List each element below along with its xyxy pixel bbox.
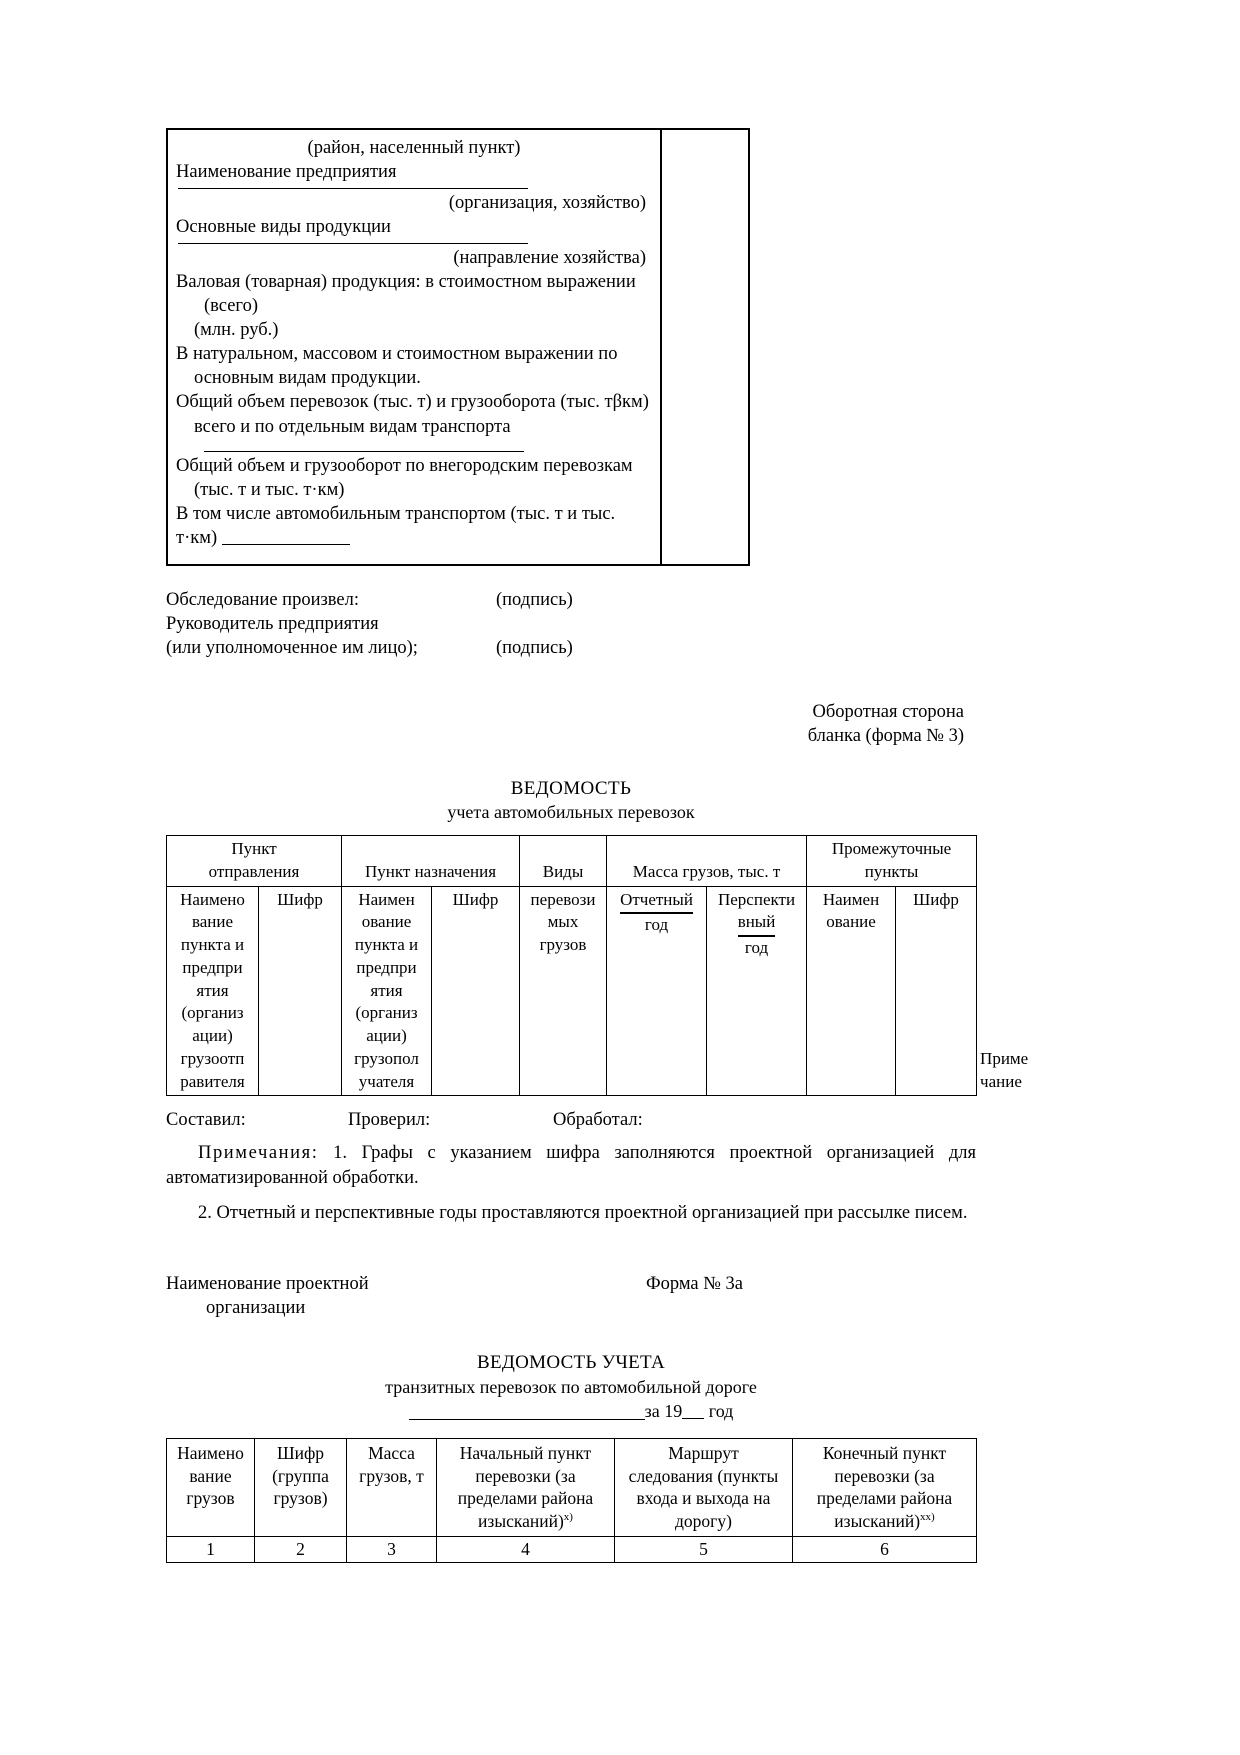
t3-h1-l2: вание xyxy=(189,1465,232,1486)
header-departure-line2: отправления xyxy=(208,861,300,881)
notes-label: Примечания: xyxy=(198,1143,319,1164)
head-label-line1: Руководитель предприятия xyxy=(166,613,379,634)
notes-paragraph-1 xyxy=(166,1141,976,1191)
subheader-kinds-of-cargo: перевози мых грузов xyxy=(520,886,607,1096)
t3-header-route xyxy=(615,1438,793,1536)
t3-header-code-group xyxy=(255,1438,347,1536)
main-products-label: Основные виды продукции xyxy=(176,217,391,238)
t3-h5-l1: Маршрут xyxy=(668,1442,739,1463)
vedomost-title: ВЕДОМОСТЬ xyxy=(510,777,632,799)
subheader-perspective-year xyxy=(707,886,807,1096)
form3a-title: ВЕДОМОСТЬ УЧЕТА xyxy=(476,1351,666,1373)
t3-header-cargo-name xyxy=(167,1438,255,1536)
t3-h3-l1: Масса xyxy=(368,1442,415,1463)
survey-signature-caption: (подпись) xyxy=(496,589,573,610)
reverse-side-line2: бланка (форма № 3) xyxy=(807,725,964,746)
signature-block xyxy=(166,588,976,660)
t3-h2-l2: (группа xyxy=(272,1465,329,1486)
enterprise-form-left-column xyxy=(168,130,660,564)
t3-num-5: 5 xyxy=(615,1536,793,1562)
year-blank xyxy=(682,1405,704,1419)
head-label-row xyxy=(166,612,976,636)
t3-h5-l2: следования (пункты xyxy=(628,1465,779,1486)
t3-h5-l4: дорогу) xyxy=(675,1511,732,1531)
t3-h1-l3: грузов xyxy=(186,1488,235,1509)
page-content xyxy=(166,128,1029,1563)
t3-num-2: 2 xyxy=(255,1536,347,1562)
processed-label: Обработал: xyxy=(553,1110,643,1131)
t3-num-4: 4 xyxy=(437,1536,615,1562)
form-number-label: Форма № 3а xyxy=(646,1273,743,1294)
table2-header-row-1: Пункт отправления Пункт назначения Виды Масса грузов, тыс. т Промежуточные пункты Приме чание xyxy=(167,835,977,886)
enterprise-form-box xyxy=(166,128,750,566)
design-org-label-line1: Наименование проектной xyxy=(166,1273,369,1294)
enterprise-name-blank xyxy=(178,188,528,189)
compiled-checked-processed-row xyxy=(166,1110,976,1131)
main-products-blank xyxy=(178,243,528,244)
t3-h4-l4-text: изысканий) xyxy=(478,1511,564,1531)
t3-h6-l4 xyxy=(797,1510,972,1533)
t3-h2-l3: грузов) xyxy=(273,1488,328,1509)
t3-num-6: 6 xyxy=(793,1536,977,1562)
table2-header-row-2 xyxy=(167,886,977,1096)
auto-transport-line-1: В том числе автомобильным транспортом (тыс. т и тыс. xyxy=(176,503,616,524)
t3-h4-l2: перевозки (за xyxy=(475,1465,576,1486)
survey-label: Обследование произвел: xyxy=(166,589,360,610)
t3-h6-sup: хх) xyxy=(920,1511,935,1524)
total-volume-blank xyxy=(204,451,524,452)
subheader-report-year xyxy=(607,886,707,1096)
t3-h4-sup: х) xyxy=(563,1511,573,1524)
transit-transport-ledger-table xyxy=(166,1438,977,1563)
t3-h6-l4-text: изысканий) xyxy=(834,1511,921,1531)
natural-expression-line-2: основным видам продукции. xyxy=(194,368,421,389)
t3-h5-l3: входа и выхода на xyxy=(636,1488,771,1509)
head-signature-caption: (подпись) xyxy=(496,637,573,658)
form3a-header xyxy=(166,1272,976,1326)
header-departure-point xyxy=(167,835,342,886)
year-suffix: год xyxy=(708,1400,734,1421)
table3-header-row xyxy=(167,1438,977,1536)
t3-h2-l1: Шифр xyxy=(276,1442,325,1463)
head-signature-row xyxy=(166,636,976,660)
t3-h6-l1: Конечный пункт xyxy=(822,1442,947,1463)
checked-label: Проверил: xyxy=(348,1110,431,1131)
t3-h6-l2: перевозки (за xyxy=(834,1465,935,1486)
subheader-destination-code: Шифр xyxy=(432,886,520,1096)
t3-num-1: 1 xyxy=(167,1536,255,1562)
subheader-destination-name: Наимен ование пункта и предпри ятия (организ ации) грузопол учателя xyxy=(342,886,432,1096)
gross-product-line-1: Валовая (товарная) продукция: в стоимостном выражении xyxy=(176,272,636,293)
subheader-departure-name: Наимено вание пункта и предпри ятия (организ ации) грузоотп равителя xyxy=(167,886,259,1096)
t3-h1-l1: Наимено xyxy=(177,1442,244,1463)
subheader-perspective-year-line3: год xyxy=(744,938,769,958)
outcity-line-2: (тыс. т и тыс. т·км) xyxy=(194,479,345,500)
subheader-intermediate-code: Шифр xyxy=(896,886,977,1096)
gross-product-line-3: (млн. руб.) xyxy=(194,320,279,341)
notes-paragraph-2: 2. Отчетный и перспективные годы проставляются проектной организацией при рассылке писем. xyxy=(198,1202,968,1223)
reverse-side-line1: Оборотная сторона xyxy=(812,701,964,722)
subheader-perspective-year-line2: вный xyxy=(738,911,776,937)
vedomost-subtitle: учета автомобильных перевозок xyxy=(447,801,695,822)
subheader-intermediate-name: Наимен ование xyxy=(807,886,896,1096)
subheader-departure-code: Шифр xyxy=(259,886,342,1096)
table3-number-row xyxy=(167,1536,977,1562)
form3a-year-line xyxy=(166,1401,976,1422)
t3-h3-l2: грузов, т xyxy=(359,1465,424,1486)
district-caption: (район, населенный пункт) xyxy=(307,138,521,158)
t3-h4-l3: пределами района xyxy=(457,1488,594,1509)
subheader-report-year-line1: Отчетный xyxy=(620,889,693,915)
header-intermediate-line1: Промежуточные xyxy=(831,838,952,858)
t3-header-mass xyxy=(347,1438,437,1536)
t3-num-3: 3 xyxy=(347,1536,437,1562)
auto-transport-blank xyxy=(222,530,350,545)
total-volume-line-1: Общий объем перевозок (тыс. т) и грузооборота (тыс. тβкм) xyxy=(176,392,649,413)
header-intermediate-points xyxy=(807,835,977,886)
natural-expression-line-1: В натуральном, массовом и стоимостном выражении по xyxy=(176,344,618,365)
t3-h4-l1: Начальный пункт xyxy=(459,1442,592,1463)
form3a-subtitle: транзитных перевозок по автомобильной дороге xyxy=(385,1376,757,1397)
header-cargo-mass: Масса грузов, тыс. т xyxy=(607,835,807,886)
auto-transport-ledger-table xyxy=(166,835,1029,1096)
auto-transport-units: т·км) xyxy=(176,527,218,548)
road-name-blank xyxy=(409,1404,645,1420)
enterprise-form-right-column xyxy=(660,130,748,564)
header-intermediate-line2: пункты xyxy=(864,861,919,881)
subheader-report-year-line2: год xyxy=(644,915,669,935)
organization-caption: (организация, хозяйство) xyxy=(448,193,646,214)
year-prefix: за 19 xyxy=(644,1400,683,1421)
notes-note1-text: 1. Графы с указанием шифра заполняются проектной организацией для автоматизированной обработки. xyxy=(166,1143,976,1189)
subheader-perspective-year-line1: Перспекти xyxy=(717,889,796,909)
reverse-side-note xyxy=(166,700,976,748)
head-label-line2: (или уполномоченное им лицо); xyxy=(166,637,418,658)
enterprise-name-label: Наименование предприятия xyxy=(176,162,397,183)
gross-product-line-2: (всего) xyxy=(204,296,258,317)
header-departure-line1: Пункт xyxy=(231,838,277,858)
header-kinds: Виды xyxy=(520,835,607,886)
survey-signature-row xyxy=(166,588,976,612)
compiled-label: Составил: xyxy=(166,1110,246,1131)
t3-h4-l4 xyxy=(441,1510,610,1533)
auto-transport-line-2 xyxy=(176,526,652,550)
total-volume-line-2: всего и по отдельным видам транспорта xyxy=(194,416,511,437)
design-org-label-line2: организации xyxy=(206,1298,306,1319)
t3-header-end-point xyxy=(793,1438,977,1536)
header-destination-point: Пункт назначения xyxy=(342,835,520,886)
t3-h6-l3: пределами района xyxy=(816,1488,953,1509)
t3-header-start-point xyxy=(437,1438,615,1536)
outcity-line-1: Общий объем и грузооборот по внегородским перевозкам xyxy=(176,455,633,476)
direction-caption: (направление хозяйства) xyxy=(453,248,646,269)
